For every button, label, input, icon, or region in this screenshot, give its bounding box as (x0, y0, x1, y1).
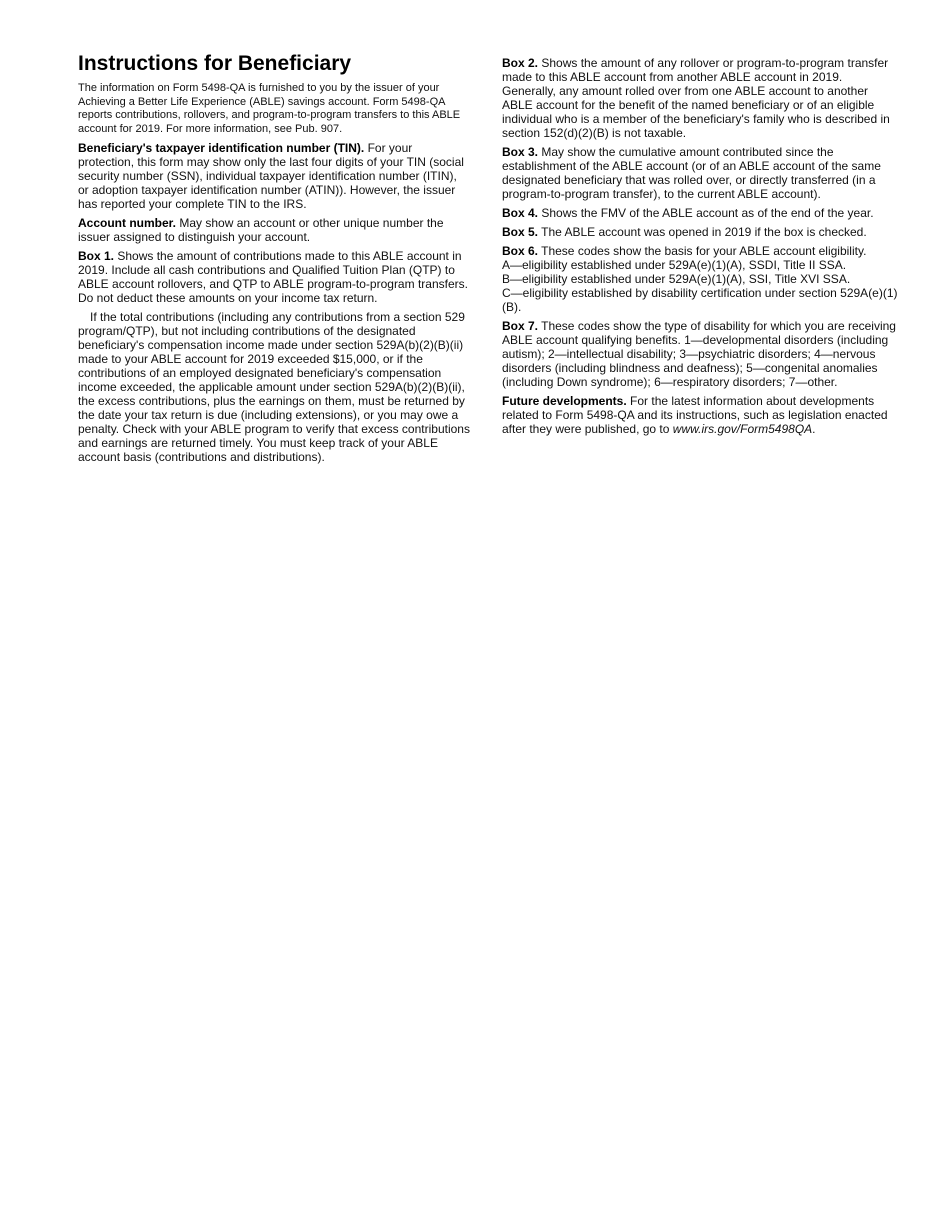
tin-text: For your protection, this form may show only the last four digits of your TIN (social security number (SSN), individual taxpayer identification number (ITIN), or adoption taxpayer identification number (ATIN)). However, the issuer has reported your complete TIN to the IRS. (78, 141, 464, 211)
irs-form-url-link[interactable]: www.irs.gov/Form5498QA (672, 422, 813, 436)
box5-text: The ABLE account was opened in 2019 if the box is checked. (538, 225, 867, 239)
box7-text: These codes show the type of disability for which you are receiving ABLE account qualifying benefits. 1—developmental disorders (including autism); 2—intellectual disability; 3—psychiatric disorders; 4—nervous disorders (including blindness and deafness); 5—congenital anomalies (including Down syndrome); 6—respiratory disorders; 7—other. (502, 319, 896, 389)
tin-paragraph (78, 141, 470, 211)
intro-paragraph: The information on Form 5498-QA is furnished to you by the issuer of your Achieving a Better Life Experience (ABLE) savings account. Form 5498-QA reports contributions, rollovers, and program-to-program transfers to this ABLE account for 2019. For more information, see Pub. 907. (78, 82, 461, 135)
box5-label: Box 5. (502, 225, 539, 239)
box4-label: Box 4. (502, 206, 539, 220)
box6-text: These codes show the basis for your ABLE account eligibility. (538, 244, 867, 258)
page-title: Instructions for Beneficiary (78, 52, 352, 75)
box4-text: Shows the FMV of the ABLE account as of the end of the year. (538, 206, 874, 220)
box5-paragraph (502, 225, 898, 239)
account-number-label: Account number. (78, 216, 177, 230)
box6-label: Box 6. (502, 244, 539, 258)
box1-text: Shows the amount of contributions made to this ABLE account in 2019. Include all cash contributions and Qualified Tuition Plan (QTP) to ABLE account rollovers, and QTP to ABLE program-to-program transfers. Do not deduct these amounts on your income tax return. (78, 249, 468, 305)
tin-label: Beneficiary's taxpayer identification number (TIN). (78, 141, 365, 155)
box1-paragraph (78, 249, 470, 305)
box2-label: Box 2. (502, 56, 539, 70)
account-number-paragraph (78, 216, 470, 244)
box1-label: Box 1. (78, 249, 115, 263)
future-developments-label: Future developments. (502, 394, 627, 408)
account-number-text: May show an account or other unique number the issuer assigned to distinguish your account. (78, 216, 444, 244)
box3-text: May show the cumulative amount contributed since the establishment of the ABLE account (or of an ABLE account of the same designated beneficiary that was rolled over, or directly transferred (in a program-to-program transfer), to the current ABLE account). (502, 145, 881, 201)
future-developments-text: For the latest information about developments related to Form 5498-QA and its instructions, such as legislation enacted after they were published, go to (502, 394, 888, 436)
box6-code-a: A—eligibility established under 529A(e)(1)(A), SSDI, Title II SSA. (502, 258, 847, 272)
box3-paragraph (502, 145, 898, 201)
box7-paragraph (502, 319, 898, 389)
box6-code-c: C—eligibility established by disability certification under section 529A(e)(1)(B). (502, 286, 898, 314)
left-column (78, 50, 470, 469)
box6-paragraph (502, 244, 898, 314)
right-column (502, 50, 898, 441)
box6-code-b: B—eligibility established under 529A(e)(1)(A), SSI, Title XVI SSA. (502, 272, 851, 286)
box7-label: Box 7. (502, 319, 539, 333)
box2-paragraph (502, 56, 898, 140)
future-developments-paragraph (502, 394, 898, 436)
box4-paragraph (502, 206, 898, 220)
box1-excess-paragraph: If the total contributions (including any contributions from a section 529 program/QTP), but not including contributions of the designated beneficiary's compensation income made under section 529A(b)(2)(B)(ii) made to your ABLE account for 2019 exceeded $15,000, or if the contributions of an employed designated beneficiary's compensation income exceeded, the applicable amount under section 529A(b)(2)(B)(ii), the excess contributions, plus the earnings on them, must be returned by the date your tax return is due (including extensions), or you may owe a penalty. Check with your ABLE program to verify that excess contributions and earnings are returned timely. You must keep track of your ABLE account basis (contributions and distributions). (78, 310, 470, 464)
future-developments-end: . (812, 422, 816, 436)
box2-text: Shows the amount of any rollover or program-to-program transfer made to this ABLE account from another ABLE account in 2019. Generally, any amount rolled over from one ABLE account to another ABLE account for the benefit of the named beneficiary or of an eligible individual who is a member of the beneficiary's family who is described in section 152(d)(2)(B) is not taxable. (502, 56, 890, 140)
box3-label: Box 3. (502, 145, 539, 159)
